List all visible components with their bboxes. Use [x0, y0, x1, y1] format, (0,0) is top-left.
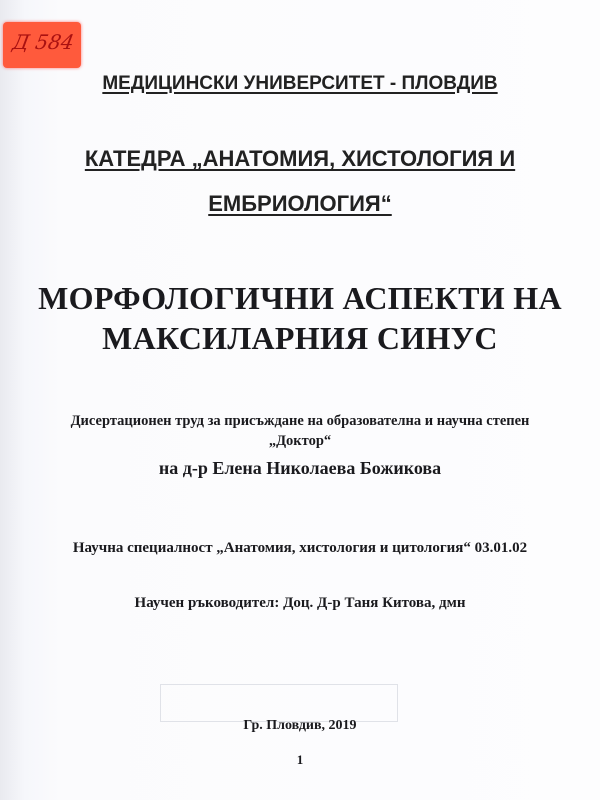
thesis-title-line-2: МАКСИЛАРНИЯ СИНУС — [102, 320, 498, 356]
department-line-1: КАТЕДРА „АНАТОМИЯ, ХИСТОЛОГИЯ И — [84, 146, 516, 171]
specialty: Научна специалност „Анатомия, хистология и цитология“ 03.01.02 — [72, 540, 528, 556]
sticker-number: Д 584 — [10, 30, 76, 54]
library-sticker — [3, 22, 81, 68]
library-stamp-bleedthrough — [160, 684, 398, 722]
thesis-title-line-1: МОРФОЛОГИЧНИ АСПЕКТИ НА — [38, 280, 562, 316]
dissertation-line-2: „Доктор“ — [268, 433, 332, 449]
supervisor: Научен ръководител: Доц. Д-р Таня Китова, дмн — [134, 595, 466, 611]
department-line-2: ЕМБРИОЛОГИЯ“ — [208, 191, 392, 216]
author-name: на д-р Елена Николаева Божикова — [158, 458, 442, 478]
university-name: МЕДИЦИНСКИ УНИВЕРСИТЕТ - ПЛОВДИВ — [102, 73, 498, 94]
place-year: Гр. Пловдив, 2019 — [243, 718, 357, 733]
dissertation-line-1: Дисертационен труд за присъждане на образователна и научна степен — [70, 413, 530, 429]
page-number: 1 — [296, 752, 304, 767]
